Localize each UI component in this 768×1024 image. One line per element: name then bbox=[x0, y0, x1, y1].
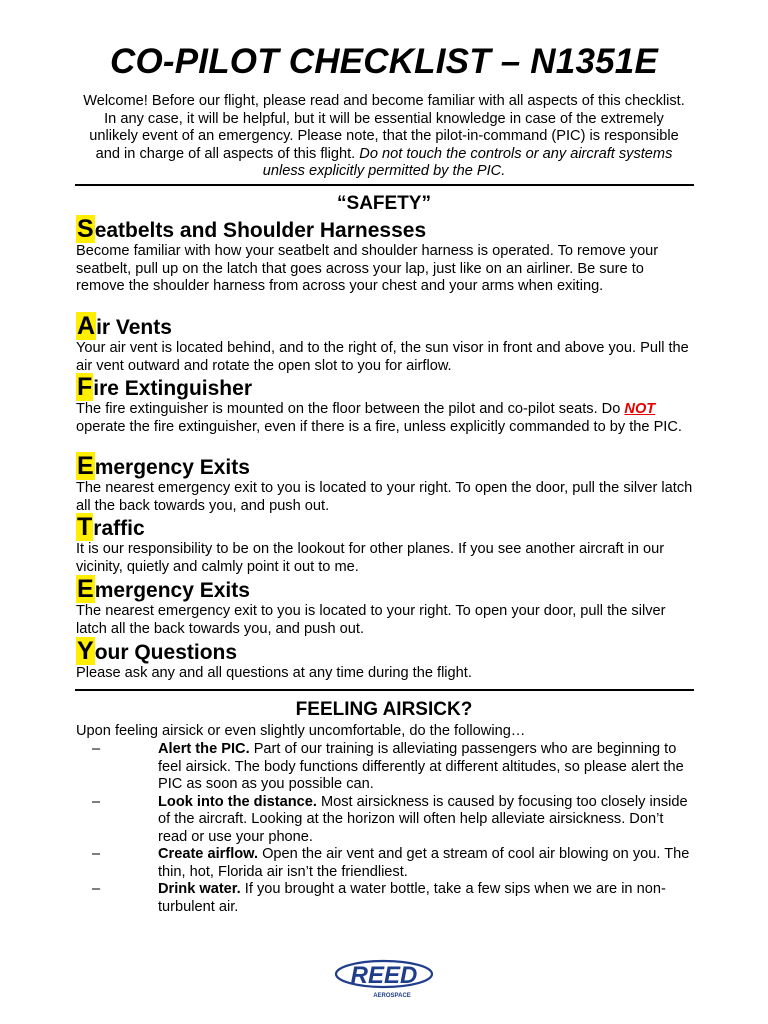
tip-drink-water bbox=[76, 881, 696, 916]
logo-sub: AEROSPACE bbox=[373, 993, 411, 999]
tip-lead: Create airflow. bbox=[158, 846, 259, 862]
dash-bullet: – bbox=[92, 881, 101, 897]
divider-top bbox=[75, 184, 694, 186]
item-heading bbox=[76, 314, 696, 340]
item-heading bbox=[76, 639, 696, 665]
tip-create-airflow bbox=[76, 846, 696, 881]
item-initial: F bbox=[77, 373, 93, 401]
safety-item-questions bbox=[76, 639, 696, 683]
not-emphasis: NOT bbox=[624, 401, 656, 417]
item-initial: E bbox=[77, 575, 94, 603]
safety-heading: “SAFETY” bbox=[337, 193, 431, 214]
reed-aerospace-logo bbox=[332, 956, 436, 1016]
item-heading bbox=[76, 454, 696, 480]
safety-item-emergency-exits bbox=[76, 454, 696, 515]
item-body-text: operate the fire extinguisher, even if there is a fire, unless explicitly commanded to by the PIC. bbox=[76, 418, 682, 435]
item-heading bbox=[76, 577, 696, 603]
item-body: Your air vent is located behind, and to the right of, the sun visor in front and above you. Pull the air vent outward and rotate the open slot to you for airflow. bbox=[76, 340, 689, 374]
divider-middle bbox=[75, 689, 694, 691]
airsick-heading: FEELING AIRSICK? bbox=[295, 699, 473, 720]
item-title: mergency Exits bbox=[94, 579, 250, 602]
item-body: The nearest emergency exit to you is located to your right. To open the door, pull the silver latch all the back towards you, and push out. bbox=[76, 480, 693, 514]
intro-text: Welcome! Before our flight, please read and become familiar with all aspects of this checklist. In any case, it will be helpful, but it will be essential knowledge in case of the extremely unlikely event of an emergency. Please note, that the pilot-in-command (PIC) is responsible and in charge of all aspects of this flight. bbox=[83, 93, 685, 162]
tip-lead: Drink water. bbox=[158, 881, 241, 897]
item-title: ir Vents bbox=[96, 316, 172, 339]
safety-item-seatbelts bbox=[76, 217, 696, 296]
item-initial: A bbox=[77, 312, 96, 340]
page-title: CO-PILOT CHECKLIST – N1351E bbox=[109, 42, 658, 81]
intro-warning: Do not touch the controls or any aircraft systems unless explicitly permitted by the PIC. bbox=[262, 145, 673, 179]
item-title: mergency Exits bbox=[94, 456, 250, 479]
safety-item-fire-extinguisher bbox=[76, 375, 696, 436]
item-body: Please ask any and all questions at any time during the flight. bbox=[76, 665, 472, 681]
item-initial: Y bbox=[77, 637, 94, 665]
item-body: It is our responsibility to be on the lookout for other planes. If you see another aircraft in our vicinity, quietly and calmly point it out to me. bbox=[76, 541, 665, 575]
tip-alert-pic bbox=[76, 741, 696, 794]
item-initial: E bbox=[77, 452, 94, 480]
tip-text: Part of our training is alleviating passengers who are beginning to feel airsick. The body functions differently at different altitudes, so please alert the PIC as soon as you possible can. bbox=[158, 741, 684, 792]
safety-item-traffic bbox=[76, 515, 696, 576]
airsick-intro: Upon feeling airsick or even slightly uncomfortable, do the following… bbox=[76, 723, 526, 739]
intro-paragraph bbox=[78, 93, 690, 181]
item-body: The nearest emergency exit to you is located to your right. To open your door, pull the silver latch all the back towards you, and push out. bbox=[76, 603, 666, 637]
item-title: raffic bbox=[93, 517, 145, 540]
airsick-tips-list bbox=[76, 741, 696, 916]
dash-bullet: – bbox=[92, 846, 101, 862]
tip-text: If you brought a water bottle, take a few sips when we are in non-turbulent air. bbox=[158, 881, 666, 915]
item-body bbox=[76, 401, 696, 436]
item-title: ire Extinguisher bbox=[93, 377, 252, 400]
item-heading bbox=[76, 515, 696, 541]
item-initial: S bbox=[77, 215, 94, 243]
logo-name: REED bbox=[350, 962, 418, 989]
dash-bullet: – bbox=[92, 741, 101, 757]
tip-text: Open the air vent and get a stream of cool air blowing on you. The thin, hot, Florida air isn’t the friendliest. bbox=[158, 846, 690, 880]
tip-text: Most airsickness is caused by focusing too closely inside of the aircraft. Looking at the horizon will often help alleviate airsickness. Don’t read or use your phone. bbox=[158, 793, 688, 845]
item-title: eatbelts and Shoulder Harnesses bbox=[94, 219, 427, 242]
tip-lead: Alert the PIC. bbox=[158, 741, 250, 757]
safety-item-air-vents bbox=[76, 314, 696, 375]
safety-item-emergency-exits-2 bbox=[76, 577, 696, 638]
item-heading bbox=[76, 217, 696, 243]
item-title: our Questions bbox=[94, 641, 238, 664]
item-body: Become familiar with how your seatbelt and shoulder harness is operated. To remove your seatbelt, pull up on the latch that goes across your lap, just like on an airliner. Be sure to remove the shoulder harness from across your chest and your arms when exiting. bbox=[76, 243, 659, 294]
dash-bullet: – bbox=[92, 793, 101, 810]
item-initial: T bbox=[77, 513, 93, 541]
item-body-text: The fire extinguisher is mounted on the floor between the pilot and co-pilot seats. Do bbox=[76, 401, 625, 417]
tip-look-distance bbox=[76, 794, 696, 847]
tip-lead: Look into the distance. bbox=[158, 793, 317, 810]
item-heading bbox=[76, 375, 696, 401]
